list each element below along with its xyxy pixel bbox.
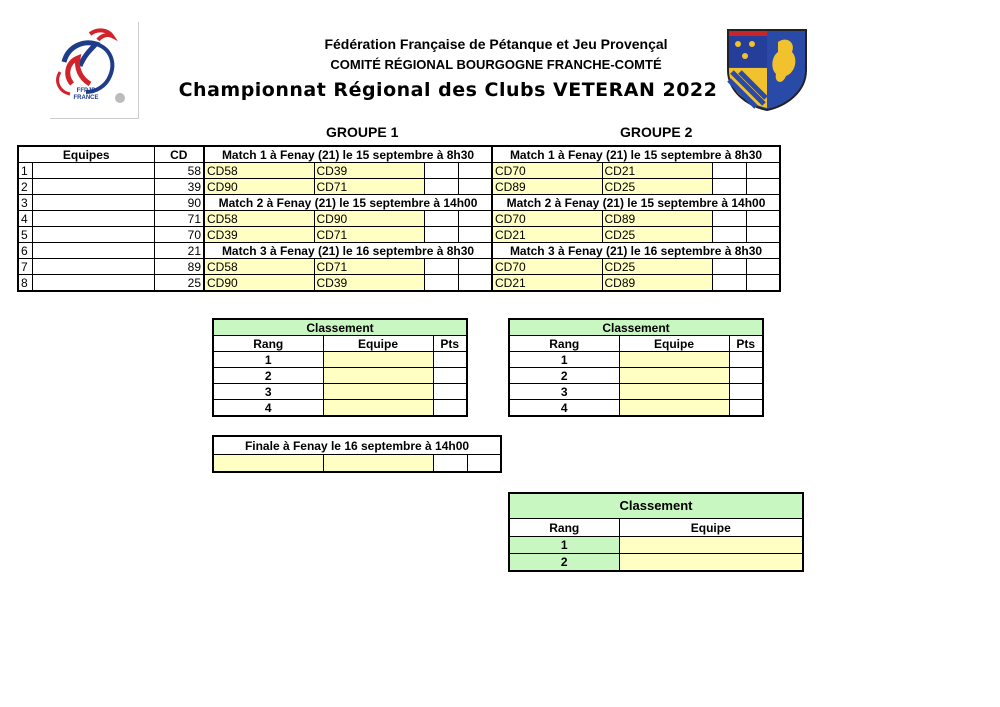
committee-name: COMITÉ RÉGIONAL BOURGOGNE FRANCHE-COMTÉ [330, 57, 662, 72]
equipe-cell[interactable] [619, 537, 803, 554]
score-cell[interactable] [458, 275, 492, 292]
cd-value: 39 [154, 179, 204, 195]
finale-table [212, 435, 502, 473]
match-team: CD39 [314, 163, 424, 179]
score-cell[interactable] [746, 227, 780, 243]
row-number: 3 [18, 195, 32, 211]
col-equipes: Equipes [18, 146, 154, 163]
score-cell[interactable] [467, 455, 501, 473]
g2-match1-title: Match 1 à Fenay (21) le 15 septembre à 8h30 [492, 146, 780, 163]
rank-value: 1 [509, 537, 619, 554]
match-team: CD70 [492, 259, 602, 275]
g1-match1-title: Match 1 à Fenay (21) le 15 septembre à 8h30 [204, 146, 492, 163]
match-team: CD25 [602, 227, 712, 243]
finale-team[interactable] [323, 455, 433, 473]
match-team: CD39 [314, 275, 424, 292]
classement-title: Classement [509, 319, 763, 336]
match-team: CD71 [314, 259, 424, 275]
g1-match3-title: Match 3 à Fenay (21) le 16 septembre à 8h30 [204, 243, 492, 259]
finale-team[interactable] [213, 455, 323, 473]
match-team: CD71 [314, 227, 424, 243]
rank-value: 4 [509, 400, 619, 417]
team-cell[interactable] [32, 195, 154, 211]
g2-match3-title: Match 3 à Fenay (21) le 16 septembre à 8h30 [492, 243, 780, 259]
match-team: CD21 [602, 163, 712, 179]
pts-cell[interactable] [433, 400, 467, 417]
score-cell[interactable] [424, 211, 458, 227]
classement-group2 [508, 318, 764, 417]
equipe-cell[interactable] [323, 352, 433, 368]
row-number: 8 [18, 275, 32, 292]
col-cd: CD [154, 146, 204, 163]
col-pts: Pts [433, 336, 467, 352]
rank-value: 2 [509, 554, 619, 572]
equipe-cell[interactable] [323, 400, 433, 417]
team-cell[interactable] [32, 211, 154, 227]
score-cell[interactable] [712, 227, 746, 243]
g1-match2-title: Match 2 à Fenay (21) le 15 septembre à 14h00 [204, 195, 492, 211]
match-team: CD39 [204, 227, 314, 243]
equipe-cell[interactable] [323, 384, 433, 400]
equipe-cell[interactable] [619, 400, 729, 417]
equipe-cell[interactable] [619, 352, 729, 368]
final-classement-title: Classement [509, 493, 803, 519]
col-rang: Rang [509, 519, 619, 537]
match-team: CD21 [492, 227, 602, 243]
rank-value: 3 [509, 384, 619, 400]
cd-value: 25 [154, 275, 204, 292]
cd-value: 89 [154, 259, 204, 275]
score-cell[interactable] [458, 227, 492, 243]
pts-cell[interactable] [729, 352, 763, 368]
col-pts: Pts [729, 336, 763, 352]
federation-name: Fédération Française de Pétanque et Jeu Provençal [324, 36, 668, 52]
group1-label: GROUPE 1 [326, 124, 399, 140]
match-team: CD89 [602, 211, 712, 227]
match-team: CD89 [492, 179, 602, 195]
score-cell[interactable] [712, 211, 746, 227]
cd-value: 70 [154, 227, 204, 243]
match-team: CD25 [602, 179, 712, 195]
score-cell[interactable] [712, 259, 746, 275]
rank-value: 4 [213, 400, 323, 417]
rank-value: 1 [213, 352, 323, 368]
g2-match2-title: Match 2 à Fenay (21) le 15 septembre à 14h00 [492, 195, 780, 211]
finale-title: Finale à Fenay le 16 septembre à 14h00 [213, 436, 501, 455]
classement-title: Classement [213, 319, 467, 336]
match-team: CD89 [602, 275, 712, 292]
team-cell[interactable] [32, 275, 154, 292]
cd-value: 21 [154, 243, 204, 259]
score-cell[interactable] [458, 179, 492, 195]
pts-cell[interactable] [729, 400, 763, 417]
cd-value: 90 [154, 195, 204, 211]
match-team: CD90 [314, 211, 424, 227]
match-team: CD58 [204, 211, 314, 227]
rank-value: 3 [213, 384, 323, 400]
score-cell[interactable] [424, 259, 458, 275]
score-cell[interactable] [712, 275, 746, 292]
score-cell[interactable] [712, 179, 746, 195]
page-title: Championnat Régional des Clubs VETERAN 2022 [178, 79, 718, 101]
rank-value: 2 [509, 368, 619, 384]
final-classement [508, 492, 804, 572]
match-team: CD90 [204, 179, 314, 195]
equipe-cell[interactable] [323, 368, 433, 384]
team-cell[interactable] [32, 259, 154, 275]
rank-value: 2 [213, 368, 323, 384]
match-team: CD90 [204, 275, 314, 292]
score-cell[interactable] [424, 179, 458, 195]
row-number: 4 [18, 211, 32, 227]
equipe-cell[interactable] [619, 554, 803, 572]
team-cell[interactable] [32, 227, 154, 243]
row-number: 6 [18, 243, 32, 259]
match-team: CD25 [602, 259, 712, 275]
schedule-table [17, 145, 781, 292]
col-equipe: Equipe [619, 519, 803, 537]
score-cell[interactable] [424, 275, 458, 292]
pts-cell[interactable] [433, 368, 467, 384]
pts-cell[interactable] [433, 352, 467, 368]
col-rang: Rang [509, 336, 619, 352]
score-cell[interactable] [746, 275, 780, 292]
match-team: CD21 [492, 275, 602, 292]
pts-cell[interactable] [729, 384, 763, 400]
score-cell[interactable] [712, 163, 746, 179]
col-rang: Rang [213, 336, 323, 352]
score-cell[interactable] [424, 227, 458, 243]
classement-group1 [212, 318, 468, 417]
score-cell[interactable] [746, 163, 780, 179]
equipe-cell[interactable] [619, 368, 729, 384]
pts-cell[interactable] [433, 384, 467, 400]
logo-text: FFPJP FRANCE [73, 88, 99, 101]
match-team: CD58 [204, 259, 314, 275]
match-team: CD70 [492, 211, 602, 227]
score-cell[interactable] [746, 179, 780, 195]
score-cell[interactable] [458, 163, 492, 179]
match-team: CD70 [492, 163, 602, 179]
row-number: 5 [18, 227, 32, 243]
row-number: 1 [18, 163, 32, 179]
cd-value: 58 [154, 163, 204, 179]
row-number: 7 [18, 259, 32, 275]
cd-value: 71 [154, 211, 204, 227]
score-cell[interactable] [433, 455, 467, 473]
row-number: 2 [18, 179, 32, 195]
score-cell[interactable] [746, 211, 780, 227]
col-equipe: Equipe [619, 336, 729, 352]
score-cell[interactable] [458, 259, 492, 275]
team-cell[interactable] [32, 179, 154, 195]
pts-cell[interactable] [729, 368, 763, 384]
team-cell[interactable] [32, 243, 154, 259]
col-equipe: Equipe [323, 336, 433, 352]
group2-label: GROUPE 2 [620, 124, 693, 140]
score-cell[interactable] [746, 259, 780, 275]
score-cell[interactable] [458, 211, 492, 227]
rank-value: 1 [509, 352, 619, 368]
score-cell[interactable] [424, 163, 458, 179]
match-team: CD71 [314, 179, 424, 195]
equipe-cell[interactable] [619, 384, 729, 400]
match-team: CD58 [204, 163, 314, 179]
team-cell[interactable] [32, 163, 154, 179]
